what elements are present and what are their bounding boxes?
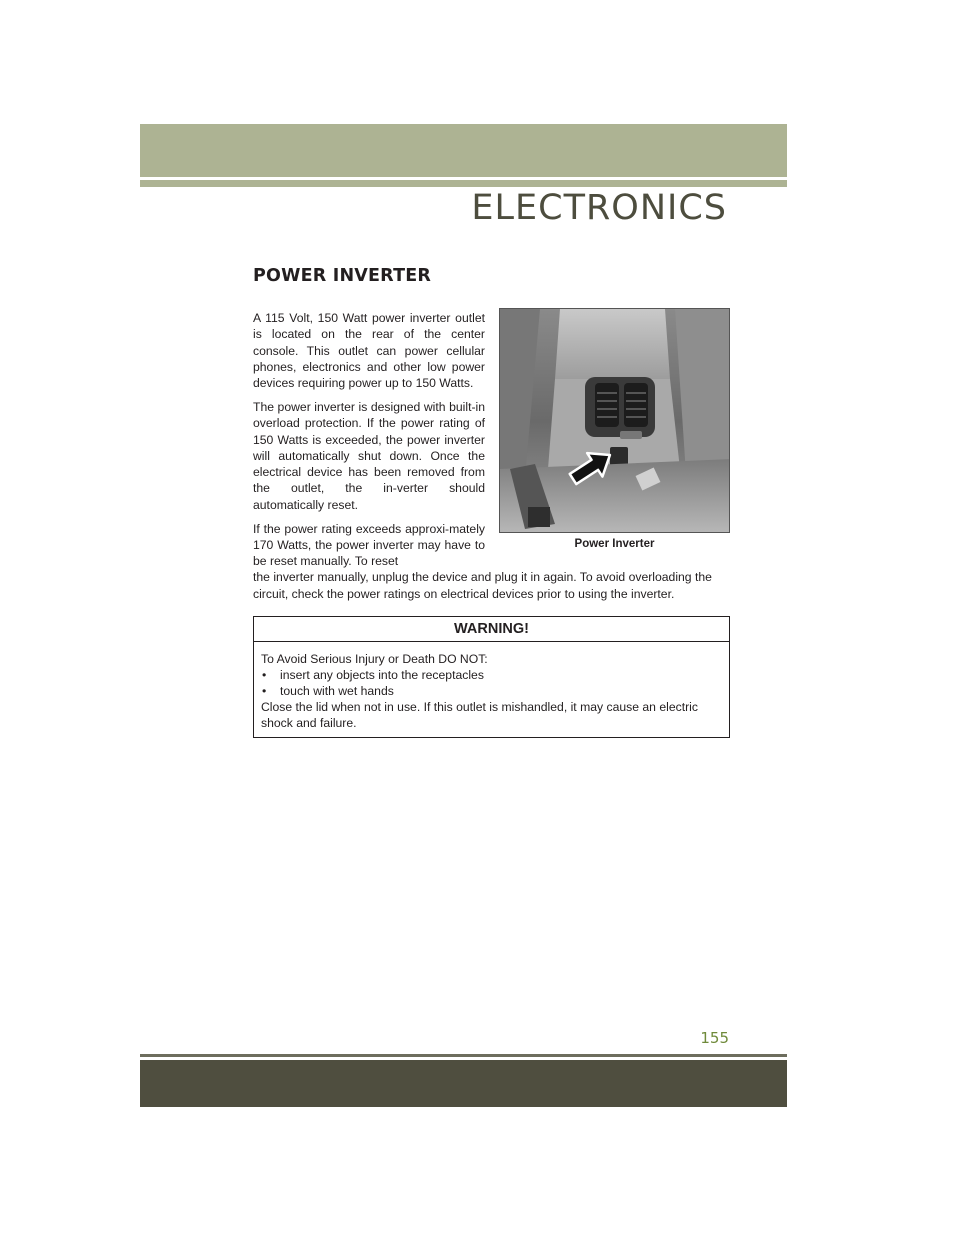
warning-closing: Close the lid when not in use. If this outlet is mishandled, it may cause an electric shock and failure.: [261, 700, 698, 730]
header-rule: [140, 180, 787, 187]
text-line: circuit, check the power ratings on electrical devices prior to using the inverter.: [253, 586, 675, 601]
bullet-icon: •: [262, 684, 267, 698]
paragraph: The power inverter is designed with built-in overload protection. If the power rating of 150 Watts is exceeded, the power inverter will automatically shut down. Once the electrical device has been removed from the outlet, the in-verter should automatically reset.: [253, 399, 485, 512]
warning-body: [254, 642, 729, 731]
bullet-icon: •: [262, 668, 267, 682]
text-line: the inverter manually, unplug the device and plug it in again. To avoid overloading the: [253, 570, 712, 584]
figure-caption: Power Inverter: [574, 538, 655, 550]
footer-rule: [140, 1054, 787, 1057]
section-title: ELECTRONICS: [471, 188, 727, 228]
page-number: 155: [700, 1029, 729, 1047]
footer-band: [140, 1060, 787, 1107]
list-item: [261, 667, 722, 683]
warning-list: [261, 667, 722, 699]
paragraph: If the power rating exceeds approxi-mately 170 Watts, the power inverter may have to be reset manually. To reset: [253, 521, 485, 569]
body-text-continuation: [253, 569, 730, 603]
warning-intro: To Avoid Serious Injury or Death DO NOT:: [261, 652, 488, 666]
paragraph: A 115 Volt, 150 Watt power inverter outlet is located on the rear of the center console. This outlet can power cellular phones, electronics and other low power devices requiring power up to 150 Watts.: [253, 311, 485, 391]
page-heading: POWER INVERTER: [253, 266, 432, 286]
warning-box: [253, 616, 730, 738]
list-item-text: insert any objects into the receptacles: [280, 668, 484, 682]
power-inverter-photo: [499, 308, 730, 533]
list-item: [261, 683, 722, 699]
warning-title: WARNING!: [254, 617, 729, 642]
header-band: [140, 124, 787, 177]
list-item-text: touch with wet hands: [280, 684, 394, 698]
body-text-column: [253, 310, 485, 577]
